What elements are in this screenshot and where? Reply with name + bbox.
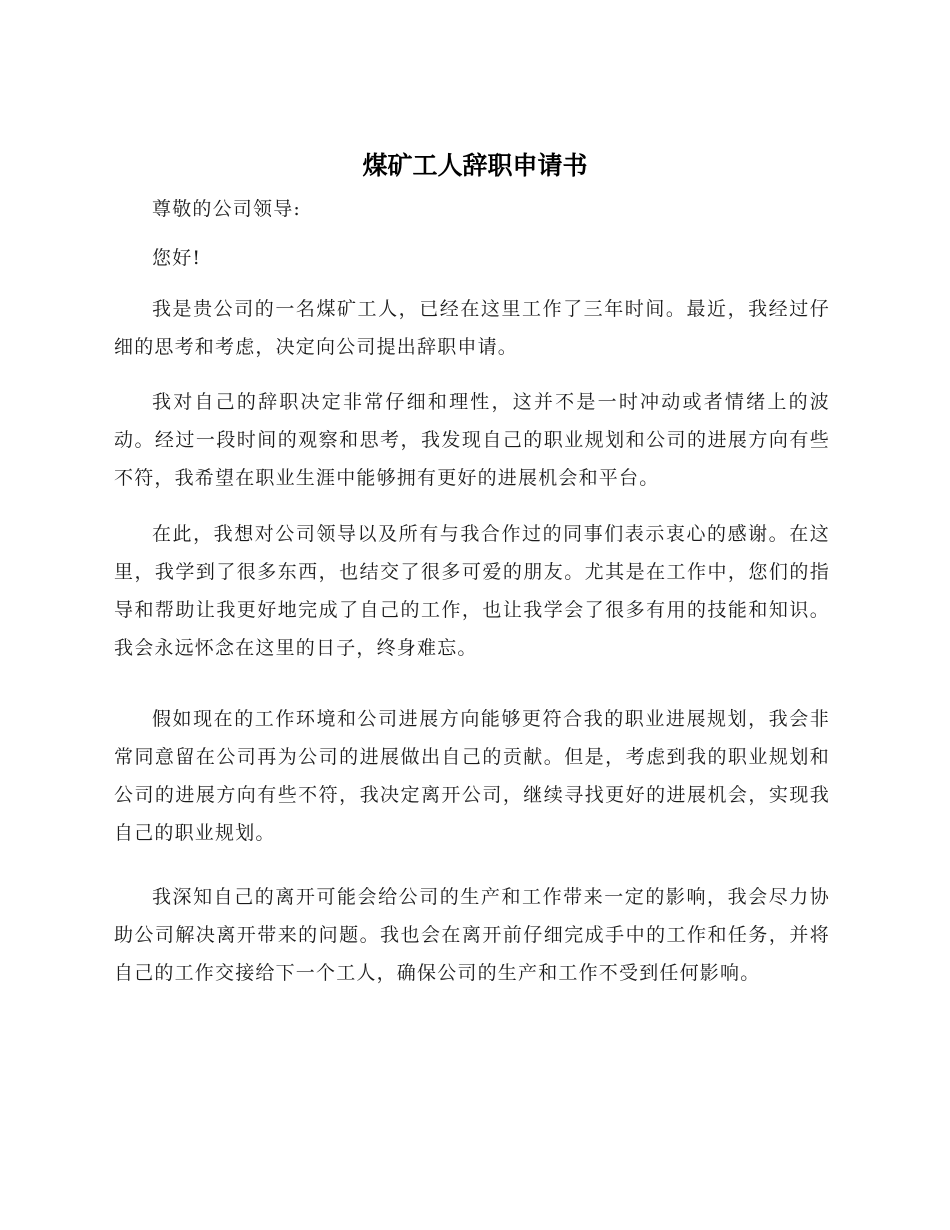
paragraph: 我对自己的辞职决定非常仔细和理性，这并不是一时冲动或者情绪上的波动。经过一段时间的观察和思考，我发现自己的职业规划和公司的进展方向有些不符，我希望在职业生涯中能够拥有更好的进展机会和平台。 (114, 391, 830, 489)
paragraph: 在此，我想对公司领导以及所有与我合作过的同事们表示衷心的感谢。在这里，我学到了很多东西，也结交了很多可爱的朋友。尤其是在工作中，您们的指导和帮助让我更好地完成了自己的工作，也让我学会了很多有用的技能和知识。我会永远怀念在这里的日子，终身难忘。 (114, 523, 830, 659)
paragraph: 假如现在的工作环境和公司进展方向能够更符合我的职业进展规划，我会非常同意留在公司再为公司的进展做出自己的贡献。但是，考虑到我的职业规划和公司的进展方向有些不符，我决定离开公司，继续寻找更好的进展机会，实现我自己的职业规划。 (114, 708, 830, 844)
paragraph: 我深知自己的离开可能会给公司的生产和工作带来一定的影响，我会尽力协助公司解决离开带来的问题。我也会在离开前仔细完成手中的工作和任务，并将自己的工作交接给下一个工人，确保公司的生产和工作不受到任何影响。 (114, 886, 830, 984)
paragraph: 我是贵公司的一名煤矿工人，已经在这里工作了三年时间。最近，我经过仔细的思考和考虑，决定向公司提出辞职申请。 (114, 298, 830, 358)
greeting: 您好! (152, 247, 202, 269)
document-title: 煤矿工人辞职申请书 (362, 151, 588, 180)
salutation: 尊敬的公司领导: (152, 198, 302, 220)
